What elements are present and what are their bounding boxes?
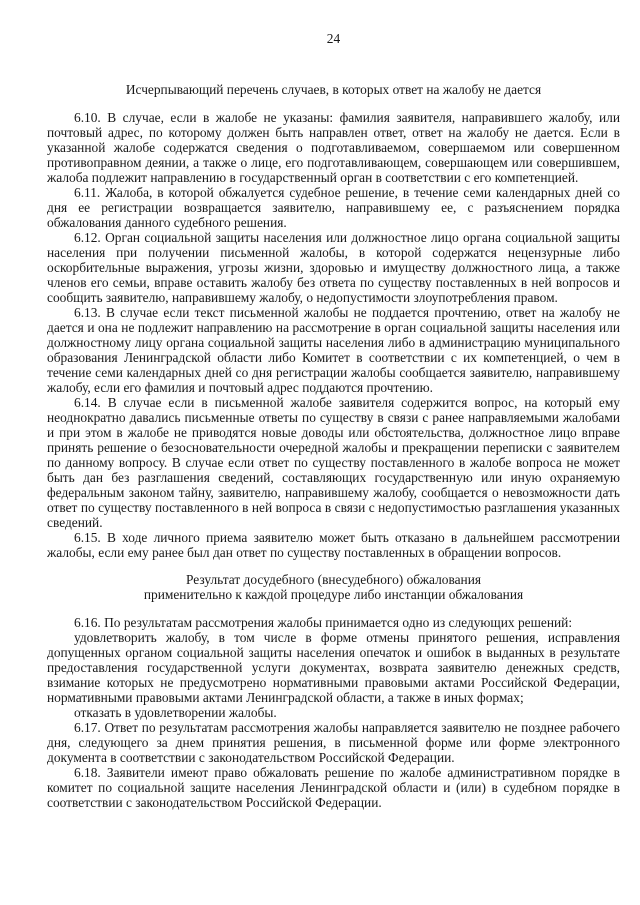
paragraph-6-15: 6.15. В ходе личного приема заявителю может быть отказано в дальнейшем рассмотрении жалобы, если ему ранее был дан ответ по существу поставленных в обращении вопросов. (47, 530, 620, 560)
paragraph-6-18: 6.18. Заявители имеют право обжаловать решение по жалобе административном порядке в комитет по социальной защите населения Ленинградской области и (или) в судебном порядке в соответствии с законодательством Российской Федерации. (47, 765, 620, 810)
paragraph-6-11: 6.11. Жалоба, в которой обжалуется судебное решение, в течение семи календарных дней со дня ее регистрации возвращается заявителю, направившему ее, с разъяснением порядка обжалования данного судебного решения. (47, 185, 620, 230)
section-heading-appeal-result (47, 572, 620, 602)
paragraph-6-17: 6.17. Ответ по результатам рассмотрения жалобы направляется заявителю не позднее рабочего дня, следующего за днем принятия решения, в письменной форме или форме электронного документа в соответствии с законодательством Российской Федерации. (47, 720, 620, 765)
paragraph-6-16: 6.16. По результатам рассмотрения жалобы принимается одно из следующих решений: (74, 615, 573, 630)
paragraph-6-16-option-refuse: отказать в удовлетворении жалобы. (74, 705, 277, 720)
page-number: 24 (326, 31, 341, 46)
section-heading-no-answer-cases: Исчерпывающий перечень случаев, в которых ответ на жалобу не дается (125, 82, 542, 97)
paragraph-6-10: 6.10. В случае, если в жалобе не указаны: фамилия заявителя, направившего жалобу, или почтовый адрес, по которому должен быть направлен ответ, ответ на жалобу не дается. Если в указанной жалобе содержатся сведения о подготавливаемом, совершаемом или совершенном противоправном деянии, а также о лице, его подготавливающем, совершающем или совершившем, жалоба подлежит направлению в государственный орган в соответствии с его компетенцией. (47, 110, 620, 185)
paragraph-6-14: 6.14. В случае если в письменной жалобе заявителя содержится вопрос, на который ему неоднократно давались письменные ответы по существу в связи с ранее направляемыми жалобами и при этом в жалобе не приводятся новые доводы или обстоятельства, должностное лицо вправе принять решение о безосновательности очередной жалобы и прекращении переписки с заявителем по данному вопросу. В случае если ответ по существу поставленного в жалобе вопроса не может быть дан без разглашения сведений, составляющих государственную или иную охраняемую федеральным законом тайну, заявителю, направившему жалобу, сообщается о невозможности дать ответ по существу поставленного в ней вопроса в связи с недопустимостью разглашения указанных сведений. (47, 395, 620, 530)
paragraph-6-16-option-satisfy: удовлетворить жалобу, в том числе в форме отмены принятого решения, исправления допущенных органом социальной защиты населения опечаток и ошибок в выданных в результате предоставления государственной услуги документах, возврата заявителю денежных средств, взимание которых не предусмотрено нормативными правовыми актами Российской Федерации, нормативными правовыми актами Ленинградской области, а также в иных формах; (47, 630, 620, 705)
section-heading-appeal-result-line1: Результат досудебного (внесудебного) обжалования (185, 572, 482, 587)
paragraph-6-12: 6.12. Орган социальной защиты населения или должностное лицо органа социальной защиты населения при получении письменной жалобы, в которой содержатся нецензурные либо оскорбительные выражения, угрозы жизни, здоровью и имуществу должностного лица, а также членов его семьи, вправе оставить жалобу без ответа по существу поставленных в ней вопросов и сообщить заявителю, направившему жалобу, о недопустимости злоупотребления правом. (47, 230, 620, 305)
section-heading-appeal-result-line2: применительно к каждой процедуре либо инстанции обжалования (143, 587, 524, 602)
paragraph-6-13: 6.13. В случае если текст письменной жалобы не поддается прочтению, ответ на жалобу не дается и она не подлежит направлению на рассмотрение в орган социальной защиты населения или должностному лицу органа социальной защиты населения либо в администрацию муниципального образования Ленинградской области либо Комитет в соответствии с их компетенцией, о чем в течение семи календарных дней со дня регистрации жалобы сообщается заявителю, направившему жалобу, если его фамилия и почтовый адрес поддаются прочтению. (47, 305, 620, 395)
